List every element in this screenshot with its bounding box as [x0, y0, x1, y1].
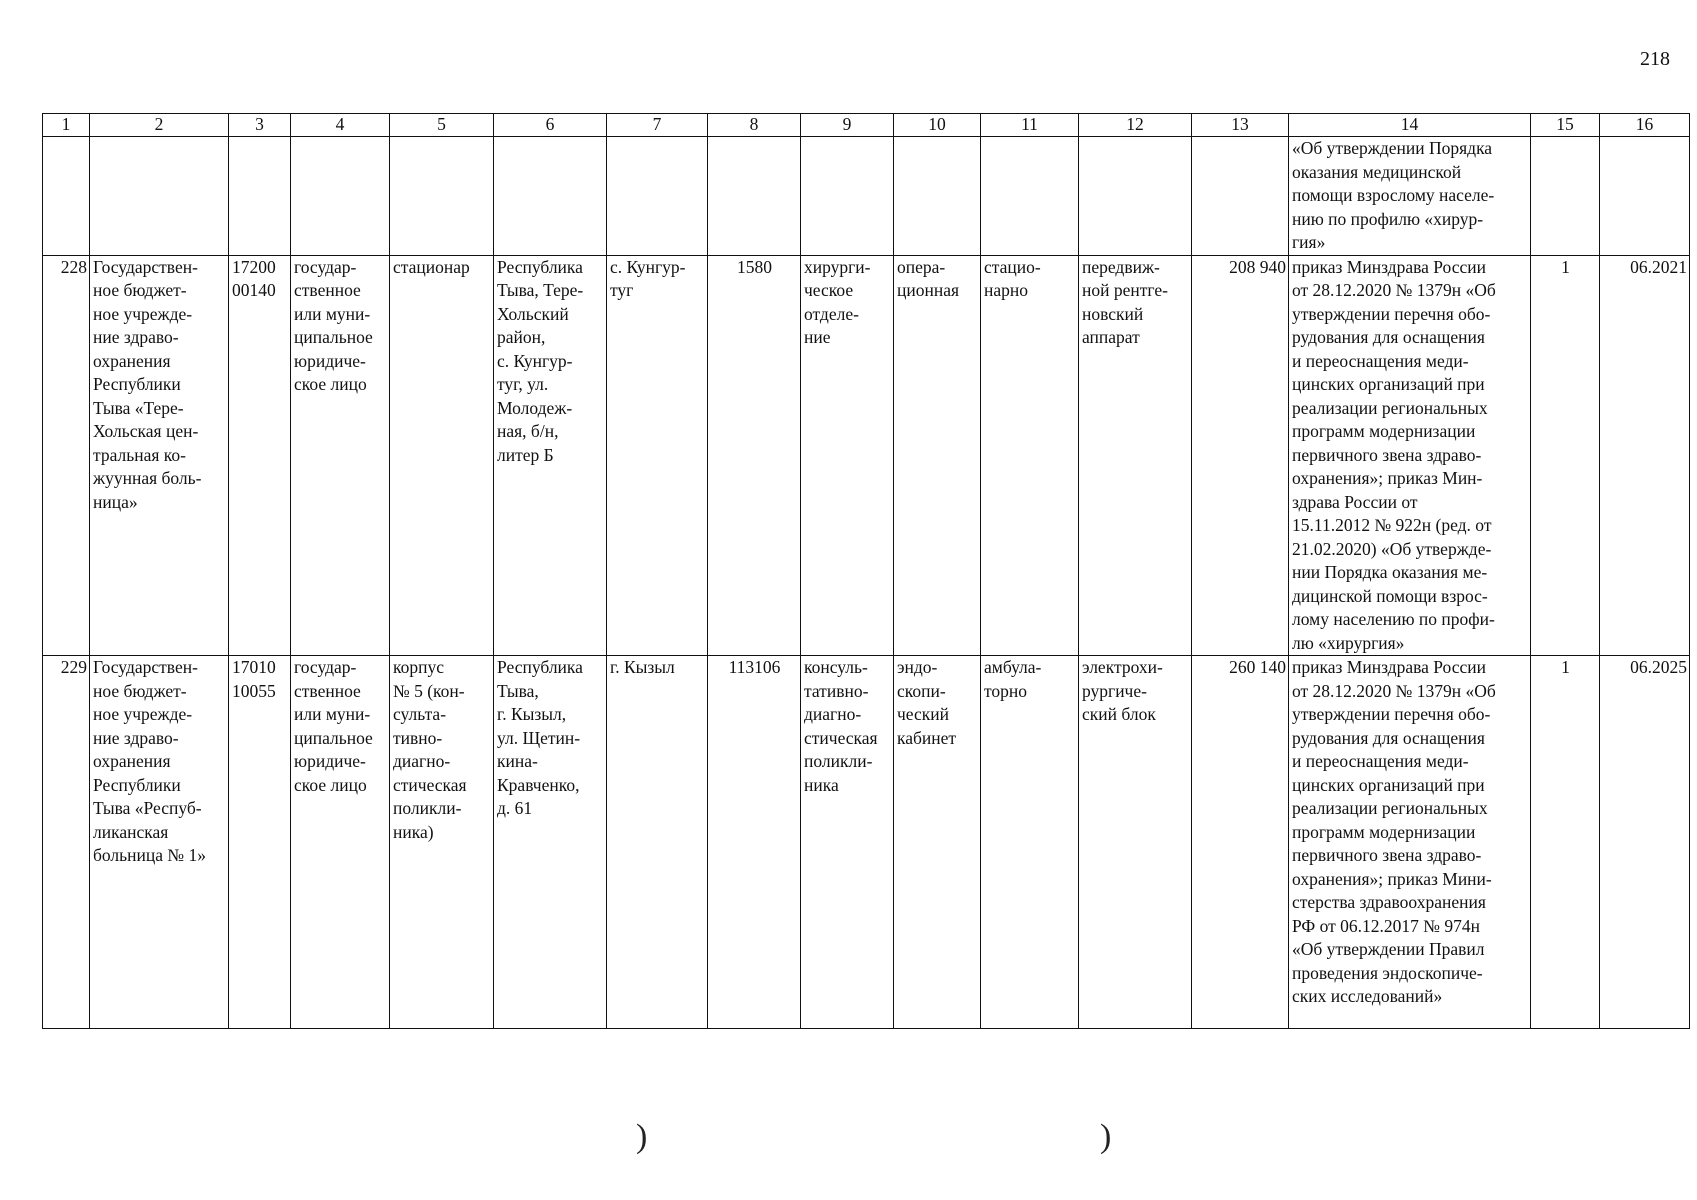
room: опера- ционная — [894, 255, 981, 656]
legal-basis: приказ Минздрава России от 28.12.2020 № 1379н «Об утверждении перечня обо- рудования для оснащения и переоснащения меди- цинских организаций при реализации региональных программ модернизации первичного звена здраво- охранения»; приказ Мини- стерства здравоохранения РФ от 06.12.2017 № 974н «Об утверждении Правил проведения эндоскопиче- ских исследований» — [1289, 656, 1531, 1029]
column-number-row — [43, 114, 1690, 137]
legal-basis: приказ Минздрава России от 28.12.2020 № 1379н «Об утверждении перечня обо- рудования для оснащения и переоснащения меди- цинских организаций при реализации региональных программ модернизации первичного звена здраво- охранения»; приказ Мин- здрава России от 15.11.2012 № 922н (ред. от 21.02.2020) «Об утвержде- нии Порядка оказания ме- дицинской помощи взрос- лому населению по профи- лю «хирургия» — [1289, 255, 1531, 656]
settlement: с. Кунгур- туг — [607, 255, 708, 656]
date: 06.2025 — [1600, 656, 1690, 1029]
column-number: 16 — [1600, 114, 1690, 137]
care-mode: амбула- торно — [981, 656, 1079, 1029]
cost: 208 940 — [1192, 255, 1289, 656]
care-mode: стацио- нарно — [981, 255, 1079, 656]
page-number: 218 — [1640, 48, 1670, 70]
room: эндо- скопи- ческий кабинет — [894, 656, 981, 1029]
department: консуль- тативно- диагно- стическая поликли- ника — [801, 656, 894, 1029]
date: 06.2021 — [1600, 255, 1690, 656]
table-cell — [90, 137, 229, 256]
department: хирурги- ческое отделе- ние — [801, 255, 894, 656]
column-number: 5 — [390, 114, 494, 137]
table-cell — [607, 137, 708, 256]
quantity: 1 — [1531, 255, 1600, 656]
equipment: передвиж- ной рентге- новский аппарат — [1079, 255, 1192, 656]
table-cell — [708, 137, 801, 256]
column-number: 15 — [1531, 114, 1600, 137]
column-number: 3 — [229, 114, 291, 137]
table-cell — [43, 137, 90, 256]
table-cell — [494, 137, 607, 256]
organization-code: 17010 10055 — [229, 656, 291, 1029]
table-cell — [229, 137, 291, 256]
table-cell — [390, 137, 494, 256]
row-number: 229 — [43, 656, 90, 1029]
table-cell — [1600, 137, 1690, 256]
column-number: 6 — [494, 114, 607, 137]
table-row — [43, 255, 1690, 656]
population: 113106 — [708, 656, 801, 1029]
table-cell — [291, 137, 390, 256]
table-cell — [894, 137, 981, 256]
column-number: 7 — [607, 114, 708, 137]
organization-name: Государствен- ное бюджет- ное учрежде- ние здраво- охранения Республики Тыва «Тере- Хольская цен- тральная ко- жуунная боль- ница» — [90, 255, 229, 656]
column-number: 1 — [43, 114, 90, 137]
column-number: 13 — [1192, 114, 1289, 137]
table-cell — [981, 137, 1079, 256]
equipment-table — [42, 113, 1690, 1029]
address: Республика Тыва, г. Кызыл, ул. Щетин- кина- Кравченко, д. 61 — [494, 656, 607, 1029]
table-cell — [801, 137, 894, 256]
equipment: электрохи- рургиче- ский блок — [1079, 656, 1192, 1029]
legal-form: государ- ственное или муни- ципальное юридиче- ское лицо — [291, 255, 390, 656]
table-row — [43, 656, 1690, 1029]
address: Республика Тыва, Тере- Хольский район, с. Кунгур- туг, ул. Молодеж- ная, б/н, литер Б — [494, 255, 607, 656]
table-cell — [1192, 137, 1289, 256]
table-cell — [1079, 137, 1192, 256]
column-number: 10 — [894, 114, 981, 137]
building: стационар — [390, 255, 494, 656]
column-number: 8 — [708, 114, 801, 137]
table-cell — [1531, 137, 1600, 256]
row-number: 228 — [43, 255, 90, 656]
quantity: 1 — [1531, 656, 1600, 1029]
scan-mark: ) — [636, 1118, 648, 1155]
settlement: г. Кызыл — [607, 656, 708, 1029]
column-number: 9 — [801, 114, 894, 137]
population: 1580 — [708, 255, 801, 656]
cost: 260 140 — [1192, 656, 1289, 1029]
column-number: 2 — [90, 114, 229, 137]
column-number: 14 — [1289, 114, 1531, 137]
column-number: 12 — [1079, 114, 1192, 137]
scan-mark: ) — [1100, 1118, 1112, 1155]
table-row-continuation — [43, 137, 1690, 256]
organization-code: 17200 00140 — [229, 255, 291, 656]
organization-name: Государствен- ное бюджет- ное учрежде- ние здраво- охранения Республики Тыва «Респуб- ликанская больница № 1» — [90, 656, 229, 1029]
column-number: 11 — [981, 114, 1079, 137]
column-number: 4 — [291, 114, 390, 137]
building: корпус № 5 (кон- сульта- тивно- диагно- стическая поликли- ника) — [390, 656, 494, 1029]
table-cell-basis: «Об утверждении Порядка оказания медицинской помощи взрослому населе- нию по профилю «хирур- гия» — [1289, 137, 1531, 256]
legal-form: государ- ственное или муни- ципальное юридиче- ское лицо — [291, 656, 390, 1029]
